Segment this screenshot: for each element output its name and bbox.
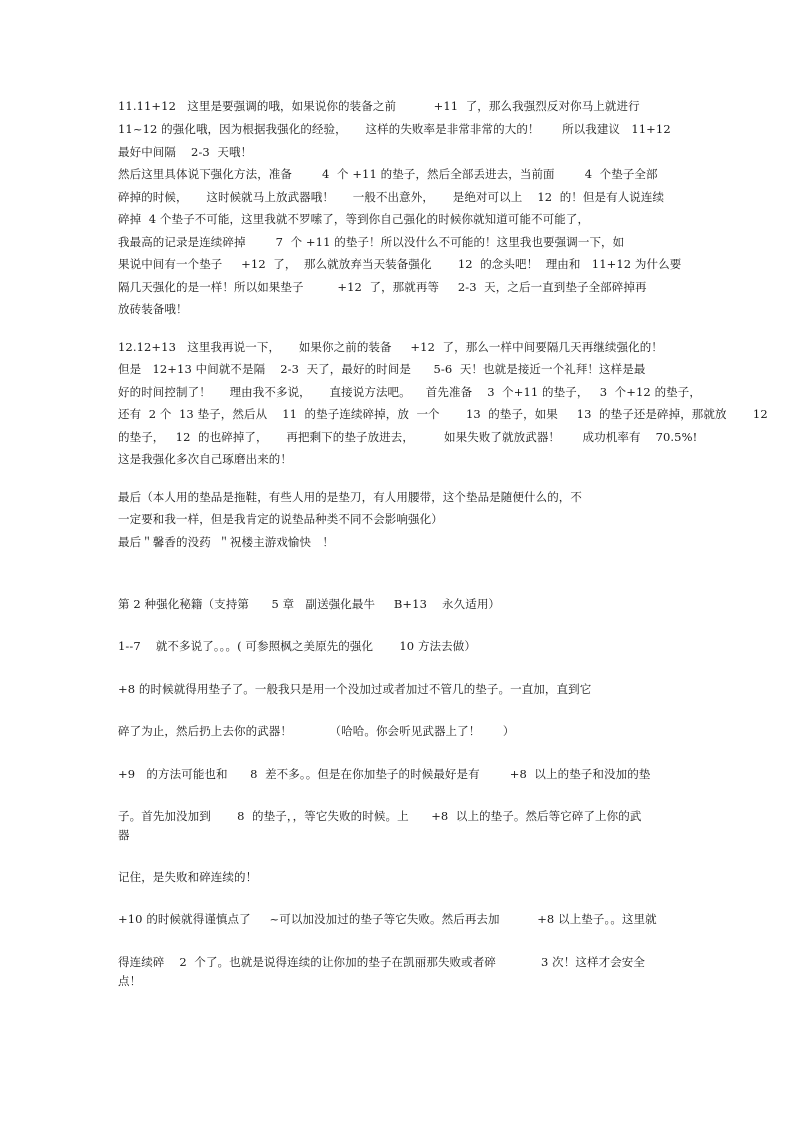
text-line: 记住，是失败和碎连续的！ bbox=[118, 870, 258, 884]
text-line: 最好中间隔 2-3 天哦！ bbox=[118, 145, 253, 159]
text-line: 的垫子， 12 的也碎掉了， 再把剩下的垫子放进去， 如果失败了就放武器！ 成功机率有 70.5%! bbox=[118, 430, 698, 444]
text-line: 11.11+12 这里是要强调的哦，如果说你的装备之前 +11 了，那么我强烈反对你马上就进行 bbox=[118, 99, 640, 113]
text-line: 还有 2 个 13 垫子，然后从 11 的垫子连续碎掉，放 一个 13 的垫子，如果 13 的垫子还是碎掉，那就放 12 bbox=[118, 407, 768, 421]
text-line: 器 bbox=[118, 828, 130, 842]
section-heading: 第 2 种强化秘籍（支持第 5 章 副送强化最牛 B+13 永久适用） bbox=[118, 597, 501, 611]
text-line: 1--7 就不多说了。。。( 可参照枫之美原先的强化 10 方法去做） bbox=[118, 639, 476, 653]
text-line: 得连续碎 2 个了。也就是说得连续的让你加的垫子在凯丽那失败或者碎 3 次！这样才会安全 bbox=[118, 955, 645, 969]
text-line: +9 的方法可能也和 8 差不多。。但是在你加垫子的时候最好是有 +8 以上的垫子和没加的垫 bbox=[118, 767, 651, 781]
text-line: 果说中间有一个垫子 +12 了， 那么就放弃当天装备强化 12 的念头吧！ 理由和 11+12 为什么要 bbox=[118, 257, 682, 271]
text-line: +8 的时候就得用垫子了。一般我只是用一个没加过或者加过不管几的垫子。一直加，直到它 bbox=[118, 682, 592, 696]
text-line: 然后这里具体说下强化方法，准备 4 个 +11 的垫子，然后全部丢进去，当前面 4 个垫子全部 bbox=[118, 167, 658, 181]
text-line: 碎了为止，然后扔上去你的武器！ （哈哈。你会听见武器上了！ ） bbox=[118, 724, 515, 738]
text-line: 放砖装备哦！ bbox=[118, 302, 188, 316]
text-line: 子。首先加没加到 8 的垫子，，等它失败的时候。上 +8 以上的垫子。然后等它碎了上你的武 bbox=[118, 809, 642, 823]
text-line: 一定要和我一样，但是我肯定的说垫品种类不同不会影响强化） bbox=[118, 512, 443, 526]
text-line: 11~12 的强化哦，因为根据我强化的经验， 这样的失败率是非常非常的大的！ 所以我建议 11+12 bbox=[118, 122, 671, 136]
text-line: 但是 12+13 中间就不是隔 2-3 天了，最好的时间是 5-6 天！也就是接近一个礼拜！这样是最 bbox=[118, 362, 646, 376]
text-line: 12.12+13 这里我再说一下， 如果你之前的装备 +12 了，那么一样中间要隔几天再继续强化的！ bbox=[118, 340, 663, 354]
text-line: 最后（本人用的垫品是拖鞋，有些人用的是垫刀，有人用腰带，这个垫品是随便什么的，不 bbox=[118, 490, 582, 504]
text-line: 好的时间控制了！ 理由我不多说， 直接说方法吧。 首先准备 3 个+11 的垫子， 3 个+12 的垫子， bbox=[118, 385, 701, 399]
text-line: 碎掉的时候， 这时候就马上放武器哦！ 一般不出意外， 是绝对可以上 12 的！但是有人说连续 bbox=[118, 190, 665, 204]
text-line: 我最高的记录是连续碎掉 7 个 +11 的垫子！所以没什么不可能的！这里我也要强调一下，如 bbox=[118, 235, 625, 249]
text-line: 这是我强化多次自己琢磨出来的！ bbox=[118, 452, 292, 466]
text-line: 点！ bbox=[118, 974, 142, 988]
text-line: 碎掉 4 个垫子不可能，这里我就不罗嗦了，等到你自己强化的时候你就知道可能不可能了， bbox=[118, 212, 590, 226]
text-line: +10 的时候就得谨慎点了 ~可以加没加过的垫子等它失败。然后再去加 +8 以上垫子。。这里就 bbox=[118, 912, 657, 926]
text-line: 隔几天强化的是一样！所以如果垫子 +12 了，那就再等 2-3 天，之后一直到垫子全部碎掉再 bbox=[118, 280, 647, 294]
text-line: 最后＂馨香的没药 ＂祝楼主游戏愉快 ！ bbox=[118, 535, 334, 549]
